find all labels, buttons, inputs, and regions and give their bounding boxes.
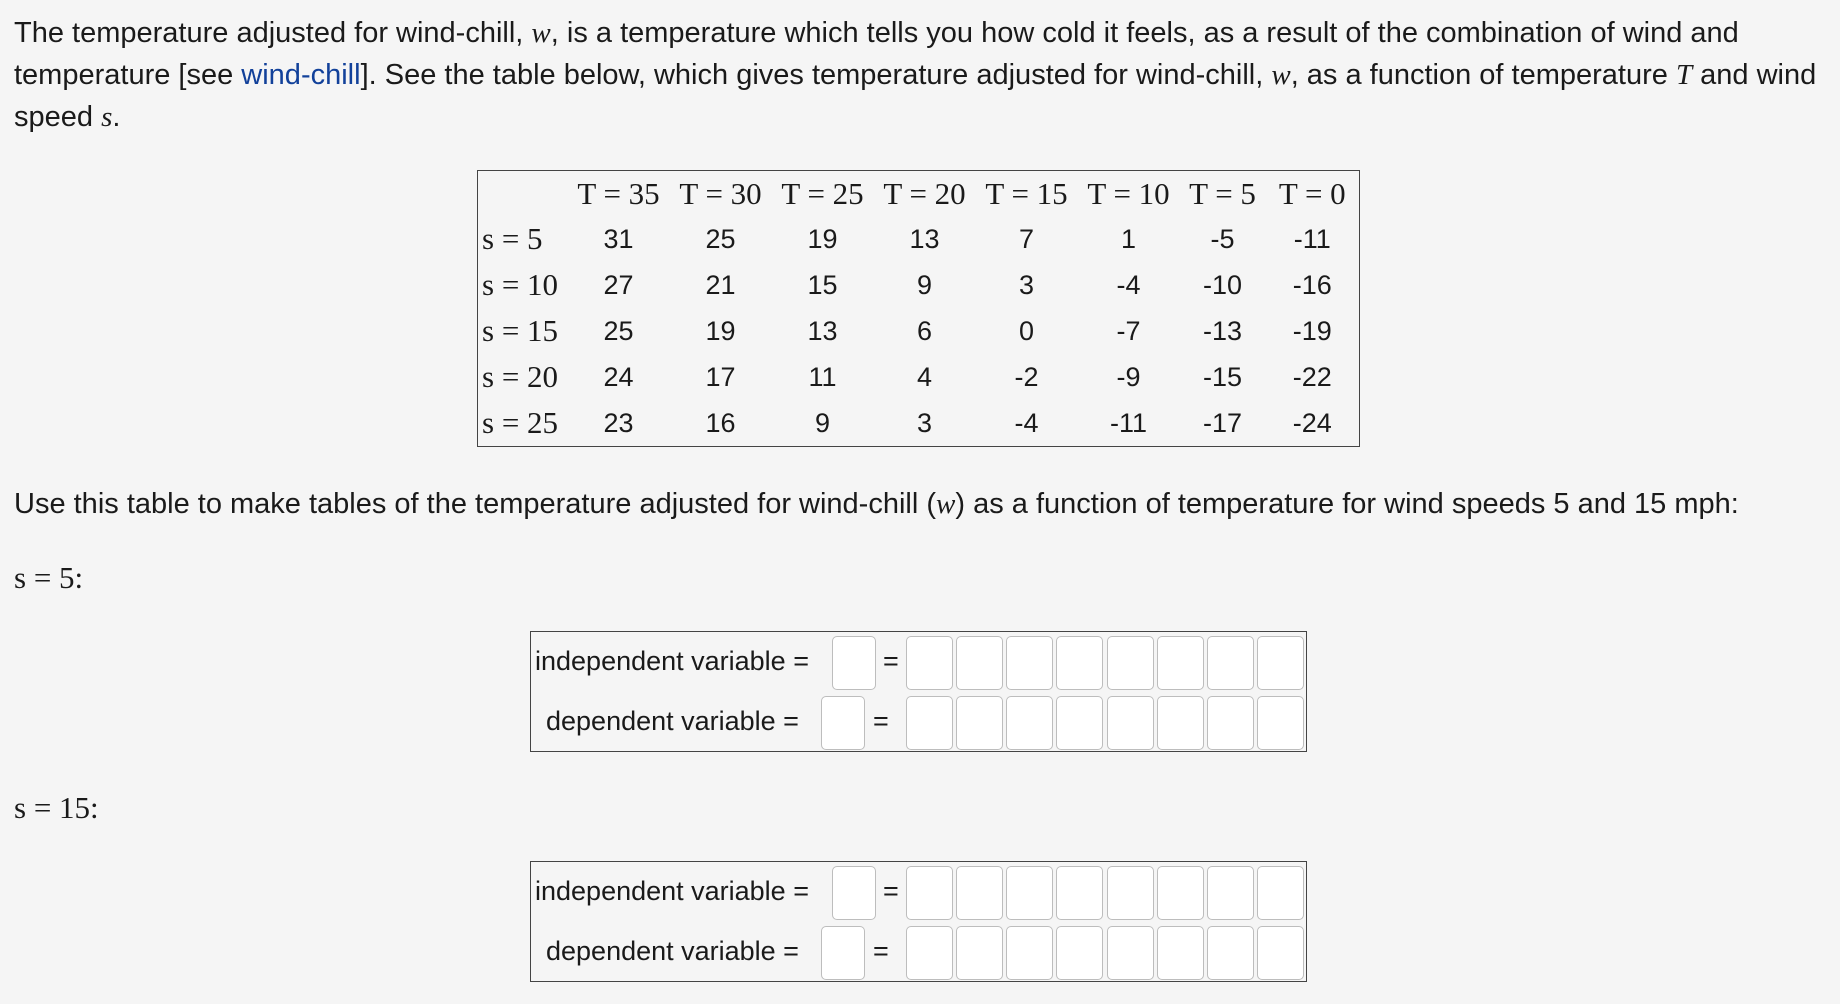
intro-text-6: . (112, 101, 121, 133)
dependent-value-input[interactable] (956, 696, 1003, 750)
column-header: T = 5 (1189, 175, 1256, 211)
table-cell: 3 (916, 407, 933, 438)
independent-value-input[interactable] (1207, 866, 1254, 920)
table-row (478, 354, 1360, 400)
dependent-value-input[interactable] (1006, 696, 1053, 750)
instruction-text-1: Use this table to make tables of the temperature adjusted for wind-chill ( (14, 488, 937, 520)
table-cell: 17 (705, 361, 736, 392)
table-cell: 7 (1018, 223, 1035, 254)
row-header: s = 25 (482, 405, 559, 440)
dependent-variable-input[interactable] (821, 696, 865, 750)
dependent-value-input[interactable] (1257, 696, 1304, 750)
independent-variable-input[interactable] (832, 636, 876, 690)
independent-value-input[interactable] (1157, 636, 1204, 690)
row-header: s = 20 (482, 359, 559, 394)
independent-value-input[interactable] (1157, 866, 1204, 920)
dependent-value-input[interactable] (1056, 696, 1103, 750)
table-cell: 19 (705, 315, 736, 346)
section-label-s5: s = 5: (14, 560, 84, 595)
variable-w: w (1271, 59, 1291, 91)
table-cell: 0 (1018, 315, 1035, 346)
intro-text-4: , as a function of temperature (1290, 59, 1676, 91)
dependent-value-input[interactable] (1257, 926, 1304, 980)
independent-value-input[interactable] (1257, 866, 1304, 920)
dependent-variable-label: dependent variable = (546, 936, 799, 966)
table-cell: -7 (1116, 315, 1141, 346)
table-cell: -16 (1292, 269, 1332, 300)
dependent-value-input[interactable] (1157, 696, 1204, 750)
table-cell: -13 (1202, 315, 1243, 346)
answer-table-s15 (530, 861, 1307, 982)
independent-value-input[interactable] (1207, 636, 1254, 690)
independent-value-input[interactable] (956, 636, 1003, 690)
table-cell: 6 (916, 315, 933, 346)
table-cell: 9 (814, 407, 831, 438)
intro-paragraph (14, 12, 1826, 138)
independent-value-input[interactable] (906, 866, 953, 920)
independent-value-input[interactable] (956, 866, 1003, 920)
independent-variable-label: independent variable = (535, 646, 809, 676)
table-header-row (478, 171, 1360, 217)
table-cell: 23 (603, 407, 634, 438)
dependent-value-input[interactable] (1207, 926, 1254, 980)
independent-variable-label: independent variable = (535, 876, 809, 906)
table-cell: -2 (1014, 361, 1039, 392)
table-row (478, 216, 1360, 262)
table-cell: 11 (808, 361, 837, 392)
column-header: T = 10 (1087, 175, 1170, 211)
table-cell: -19 (1292, 315, 1332, 346)
table-row (478, 262, 1360, 308)
dependent-value-input[interactable] (1207, 696, 1254, 750)
table-row (478, 308, 1360, 354)
table-cell: -4 (1014, 407, 1039, 438)
table-cell: 9 (916, 269, 933, 300)
table-cell: 21 (705, 269, 736, 300)
column-header: T = 20 (883, 175, 966, 211)
dependent-value-input[interactable] (1056, 926, 1103, 980)
table-cell: 4 (916, 361, 933, 392)
instruction-text (14, 484, 1739, 524)
independent-variable-input[interactable] (832, 866, 876, 920)
intro-text-1: The temperature adjusted for wind-chill, (14, 17, 532, 49)
row-header: s = 10 (482, 267, 559, 302)
answer-table-s5 (530, 631, 1307, 752)
independent-value-input[interactable] (1006, 636, 1053, 690)
column-header: T = 35 (577, 175, 660, 211)
table-cell: -15 (1202, 361, 1243, 392)
variable-T: T (1675, 59, 1693, 91)
variable-w: w (531, 17, 551, 49)
independent-value-input[interactable] (1107, 636, 1154, 690)
column-header: T = 15 (985, 175, 1068, 211)
table-cell: -24 (1292, 407, 1332, 438)
row-header: s = 5 (482, 221, 543, 256)
table-cell: -4 (1116, 269, 1141, 300)
table-cell: 16 (705, 407, 736, 438)
independent-value-input[interactable] (1056, 636, 1103, 690)
intro-text-5: and wind speed (14, 59, 1817, 133)
independent-value-input[interactable] (906, 636, 953, 690)
variable-w: w (936, 488, 956, 520)
independent-value-input[interactable] (1257, 636, 1304, 690)
equals-sign: = (873, 706, 889, 736)
table-cell: 25 (603, 315, 634, 346)
independent-value-input[interactable] (1056, 866, 1103, 920)
wind-chill-table (477, 170, 1360, 447)
equals-sign: = (883, 876, 899, 906)
variable-s: s (101, 101, 113, 133)
table-cell: -11 (1109, 407, 1148, 438)
table-cell: -22 (1292, 361, 1332, 392)
dependent-value-input[interactable] (956, 926, 1003, 980)
section-label-s15: s = 15: (14, 790, 99, 825)
table-corner (478, 171, 568, 217)
row-header: s = 15 (482, 313, 559, 348)
dependent-value-input[interactable] (1107, 696, 1154, 750)
dependent-variable-label: dependent variable = (546, 706, 799, 736)
dependent-variable-input[interactable] (821, 926, 865, 980)
table-cell: 24 (603, 361, 634, 392)
equals-sign: = (883, 646, 899, 676)
column-header: T = 0 (1278, 175, 1346, 211)
equals-sign: = (873, 936, 889, 966)
dependent-value-input[interactable] (1157, 926, 1204, 980)
table-cell: -5 (1210, 223, 1235, 254)
table-cell: 13 (909, 223, 940, 254)
table-cell: -11 (1293, 223, 1331, 254)
table-cell: 31 (603, 223, 634, 254)
table-cell: 19 (807, 223, 838, 254)
table-cell: -9 (1116, 361, 1141, 392)
wind-chill-link[interactable]: wind-chill (241, 59, 361, 91)
table-cell: -10 (1202, 269, 1243, 300)
column-header: T = 30 (679, 175, 762, 211)
independent-value-input[interactable] (1006, 866, 1053, 920)
dependent-value-input[interactable] (906, 696, 953, 750)
dependent-value-input[interactable] (906, 926, 953, 980)
table-cell: 15 (807, 269, 838, 300)
intro-text-3: ]. See the table below, which gives temperature adjusted for wind-chill, (360, 59, 1272, 91)
table-cell: 3 (1018, 269, 1035, 300)
instruction-text-2: ) as a function of temperature for wind speeds 5 and 15 mph: (955, 488, 1739, 520)
table-cell: 13 (807, 315, 838, 346)
dependent-value-input[interactable] (1006, 926, 1053, 980)
table-cell: 25 (705, 223, 736, 254)
independent-value-input[interactable] (1107, 866, 1154, 920)
table-cell: 1 (1120, 223, 1137, 254)
table-cell: 27 (603, 269, 634, 300)
table-cell: -17 (1202, 407, 1243, 438)
column-header: T = 25 (781, 175, 864, 211)
intro-text-2: , is a temperature which tells you how cold it feels, as a result of the combination of wind and temperature [see (14, 17, 1739, 91)
table-row (478, 400, 1360, 447)
dependent-value-input[interactable] (1107, 926, 1154, 980)
